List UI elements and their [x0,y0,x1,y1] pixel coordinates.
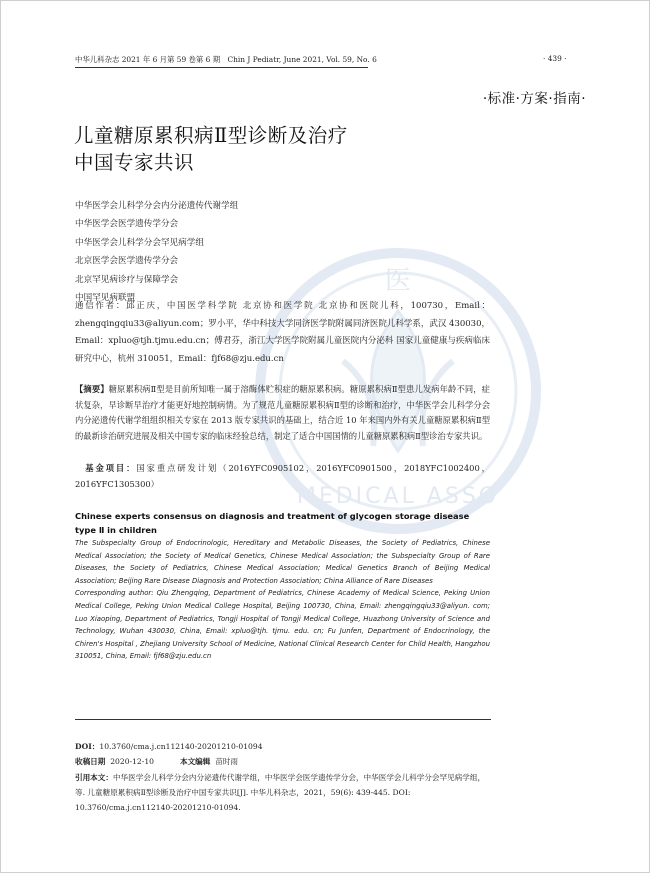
watermark-char: 医 [384,266,412,296]
footer-rule [75,719,491,720]
funding-zh [75,461,490,492]
article-footer [75,739,491,815]
doi-value[interactable]: 10.3760/cma.j.cn112140-20201210-01094 [99,742,263,751]
english-front-matter [75,537,490,663]
watermark-text: MEDICAL ASSO [296,484,500,509]
funding-text: 国家重点研发计划（2016YFC0905102，2016YFC0901500，2018YFC1002400，2016YFC1305300） [75,463,490,489]
article-title [74,122,348,176]
received-date: 2020-12-10 [110,757,154,767]
english-corresponding: Corresponding author: Qiu Zhengqing, Department of Pediatrics, Chinese Academy of Medical Science, Peking Union Medical College, Peking Union Medical College Hospital, Beijing 100730, China, Email: zhengqingqiu33@aliyun. com; Luo Xiaoping, Department of Pediatrics, Tongji Hospital of Tongji Medical College, Huazhong University of Science and Technology, Wuhan 430030, China, Email: xpluo@tjh. tjmu. edu. cn; Fu Junfen, Department of Endocrinology, the Chiren's Hospital , Zhejiang University School of Medicine, National Clinical Research Center for Child Health, Hangzhou 310051, China, Email: fjf68@zju.edu.cn [75,589,490,661]
correspondence-zh: 通信作者：邱正庆，中国医学科学院 北京协和医学院 北京协和医院儿科，100730，Email：zhengqingqiu33@aliyun.com；罗小平，华中科技大学同济医学院附属同济医院儿科学系，武汉 430030，Email：xpluo@tjh.tjmu.edu.cn；傅君芬，浙江大学医学院附属儿童医院内分泌科 国家儿童健康与疾病临床研究中心，杭州 310051，Email：fjf68@zju.edu.cn [75,301,490,364]
running-head: 中华儿科杂志 2021 年 6 月第 59 卷第 6 期 Chin J Pediatr, June 2021, Vol. 59, No. 6 [75,55,377,64]
abstract-label: 【摘要】 [75,384,109,394]
doi-line [75,739,491,754]
header-rule [75,67,368,68]
author-groups [75,197,238,307]
abstract-text: 糖原累积病Ⅱ型是目前所知唯一属于溶酶体贮积症的糖原累积病。糖原累积病Ⅱ型患儿发病年龄不同，症状复杂，早诊断早治疗才能更好地控制病情。为了规范儿童糖原累积病Ⅱ型的诊断和治疗，中华医学会儿科学分会内分泌遗传代谢学组组织相关专家在 2013 版专家共识的基础上，结合近 10 年来国内外有关儿童糖原累积病Ⅱ型的最新诊治研究进展及相关中国专家的临床经验总结，制定了适合中国国情的儿童糖原累积病Ⅱ型诊治专家共识。 [75,384,490,441]
abstract-zh [75,382,490,444]
received-label: 收稿日期 [75,757,106,767]
funding-label: 基金项目： [85,463,137,473]
title-line-1: 儿童糖原累积病Ⅱ型诊断及治疗 [74,124,348,147]
citation-text: 中华医学会儿科学分会内分泌遗传代谢学组，中华医学会医学遗传学分会，中华医学会儿科学分会罕见病学组，等. 儿童糖原累积病Ⅱ型诊断及治疗中国专家共识[J]. 中华儿科杂志，2021，59(6): 439-445. DOI: 10.3760/cma.j.cn112140-20201210-01094. [75,772,486,813]
english-groups: The Subspecialty Group of Endocrinologic, Hereditary and Metabolic Diseases, the Society of Pediatrics, Chinese Medical Association; the Society of Medical Genetics, Chinese Medical Association; the Subspecialty Group of Rare Diseases, the Society of Pediatrics, Chinese Medical Association; Medical Genetics Branch of Beijing Medical Association; Beijing Rare Disease Diagnosis and Protection Association; China Alliance of Rare Diseases [75,539,490,585]
author-group: 中国罕见病联盟 [75,293,136,304]
english-title: Chinese experts consensus on diagnosis and treatment of glycogen storage disease type Ⅱ in children [75,511,470,535]
author-group: 北京医学会医学遗传学分会 [75,256,179,267]
citation-label: 引用本文： [75,772,113,782]
section-tag: ·标准·方案·指南· [482,91,586,107]
title-line-2: 中国专家共识 [74,151,195,174]
doi-label: DOI： [75,742,100,751]
author-group: 中华医学会医学遗传学分会 [75,219,179,230]
received-line [75,754,491,769]
citation [75,770,491,816]
editor-name: 苗时雨 [215,757,238,767]
author-group: 中华医学会儿科学分会罕见病学组 [75,237,204,248]
author-group: 中华医学会儿科学分会内分泌遗传代谢学组 [75,201,239,211]
page-number: · 439 · [543,54,567,63]
author-group: 北京罕见病诊疗与保障学会 [75,274,179,285]
editor-label: 本文编辑 [180,757,211,767]
